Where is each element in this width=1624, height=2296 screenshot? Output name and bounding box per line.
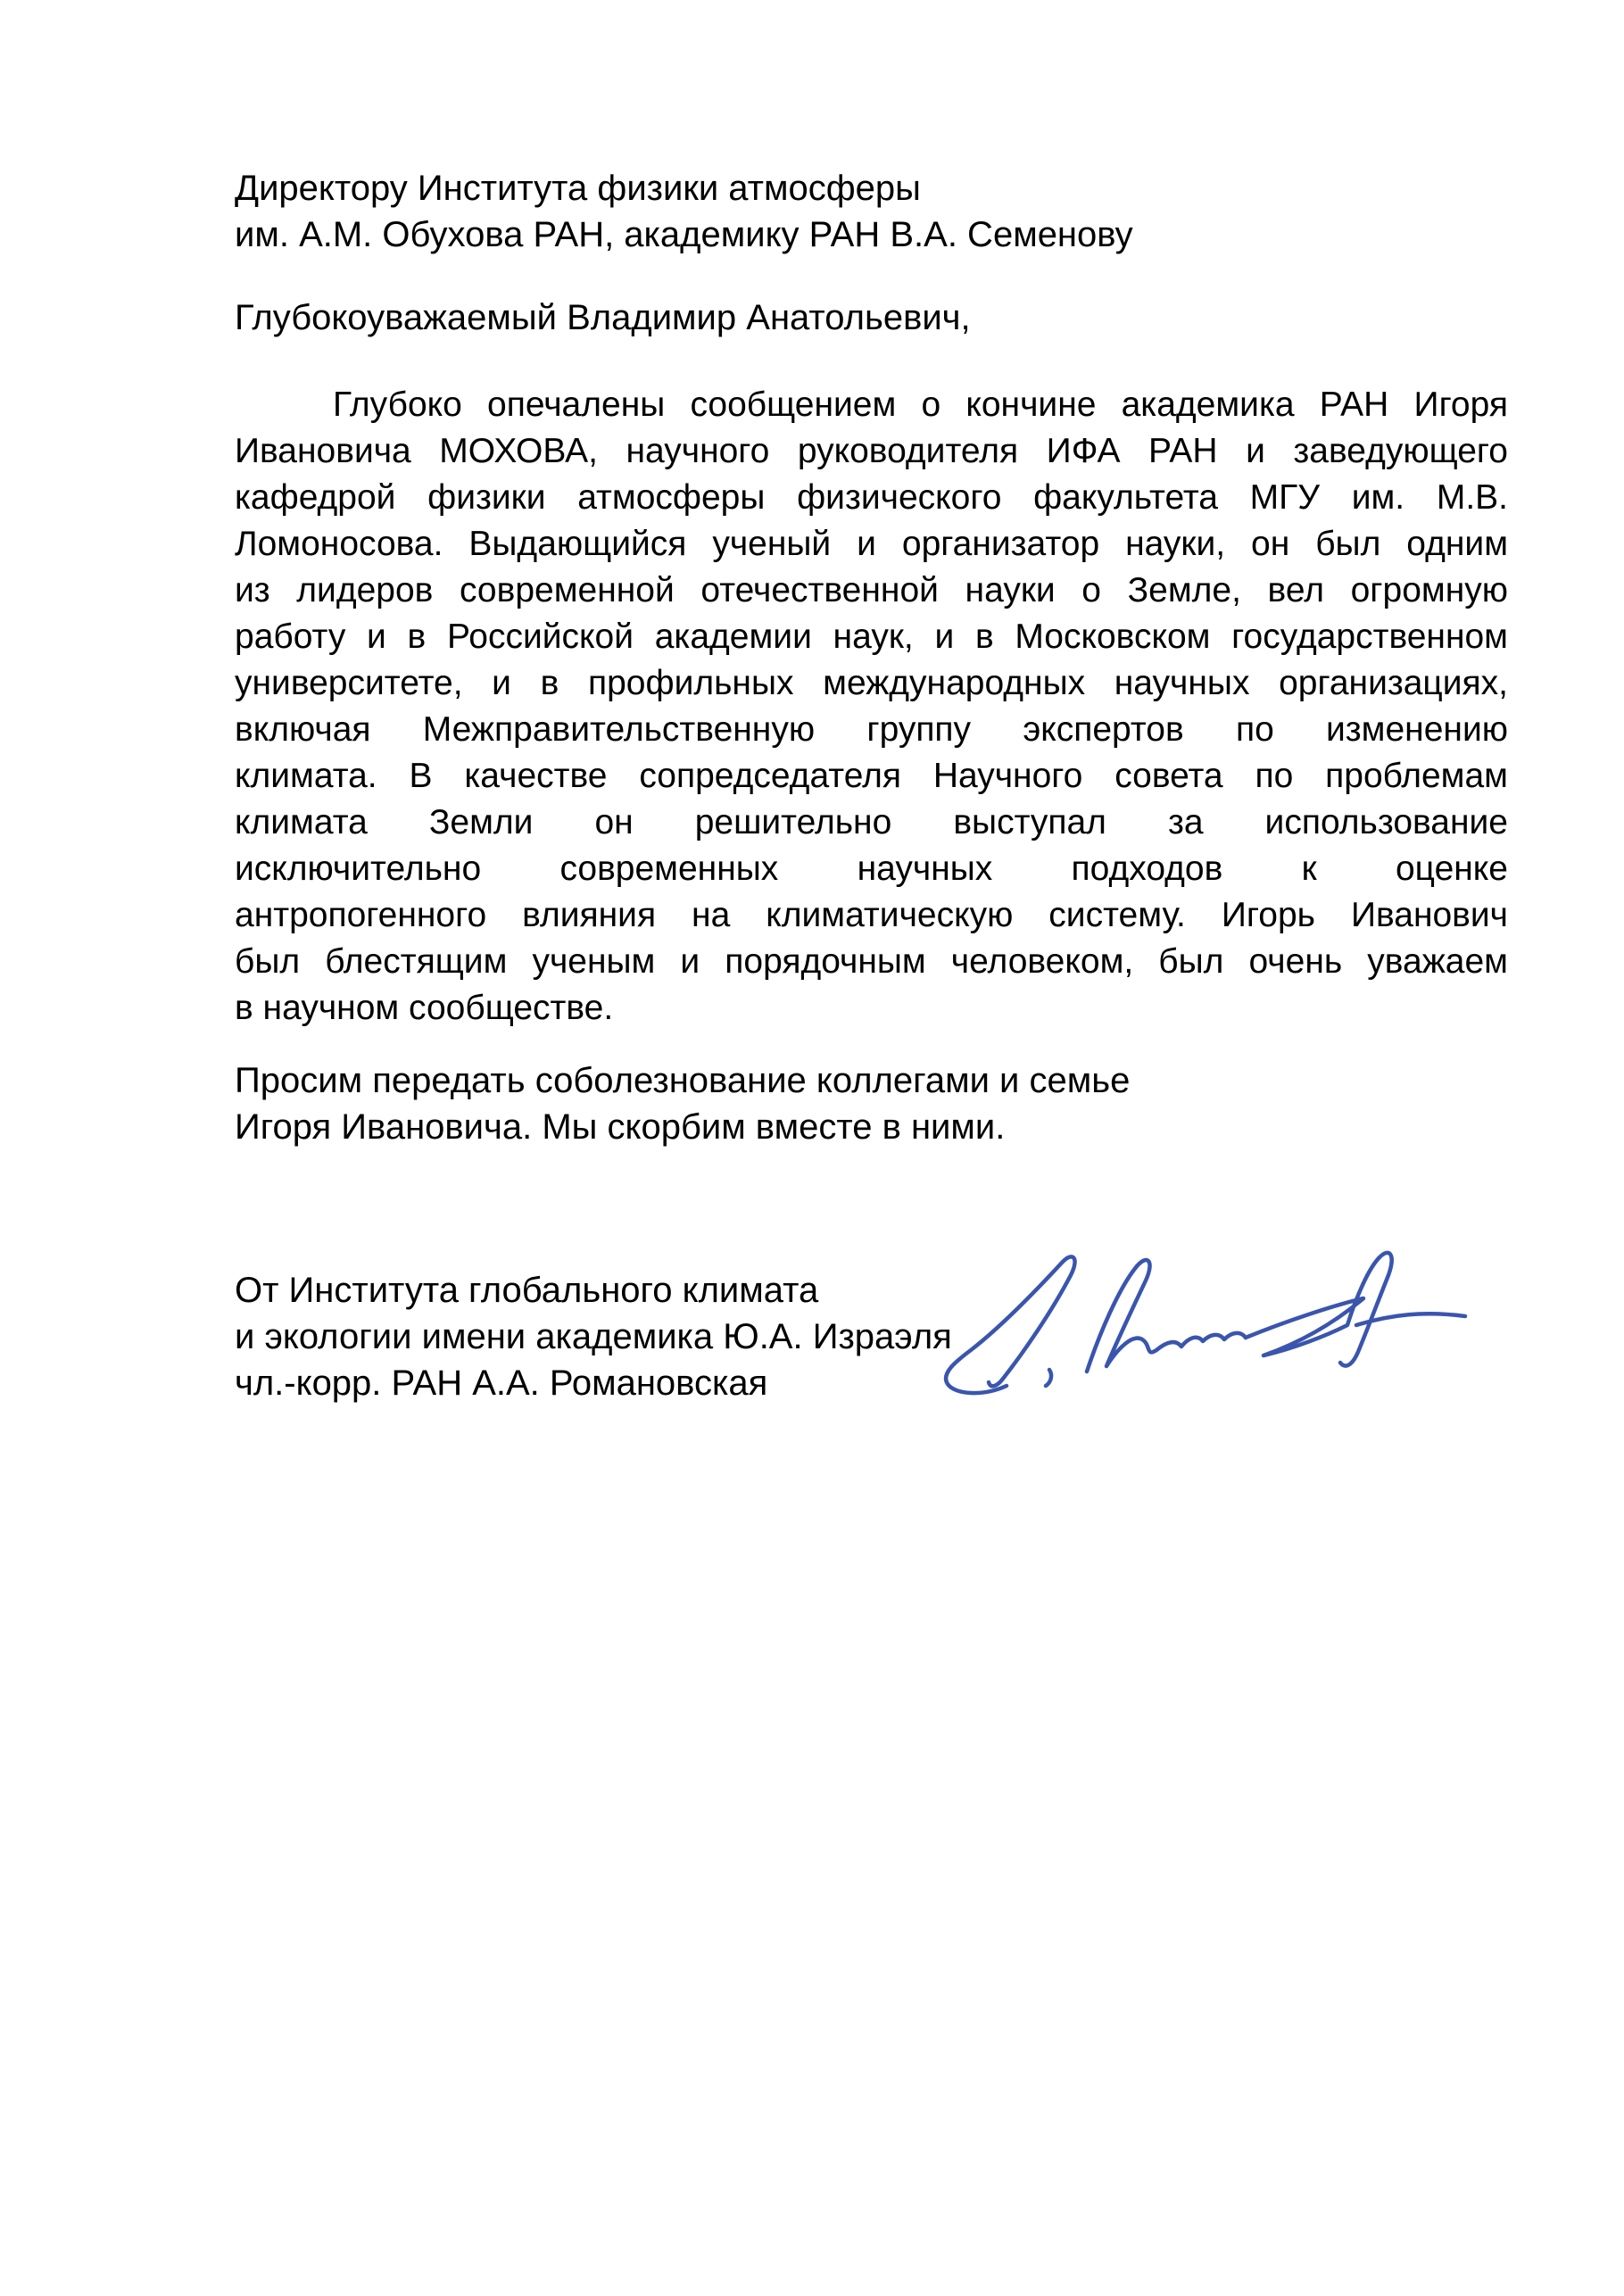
body-line: кафедрой физики атмосферы физического факультета МГУ им. М.В.: [235, 478, 1508, 517]
body-line: Ломоносова. Выдающийся ученый и организатор науки, он был одним: [235, 525, 1508, 563]
body-line: исключительно современных научных подходов к оценке: [235, 850, 1508, 888]
closing-line: Просим передать соболезнование коллегами и семье: [235, 1061, 1131, 1100]
body-line: в научном сообществе.: [235, 989, 614, 1027]
body-line: Глубоко опечалены сообщением о кончине академика РАН Игоря: [333, 385, 1508, 424]
recipient-line: Директору Института физики атмосферы: [235, 169, 921, 208]
body-line: включая Межправительственную группу экспертов по изменению: [235, 710, 1508, 749]
letter-body: [235, 382, 1508, 1032]
body-line: работу и в Российской академии наук, и в Московском государственном: [235, 618, 1508, 656]
salutation-line: Глубокоуважаемый Владимир Анатольевич,: [235, 298, 971, 337]
signoff-block: [235, 1267, 952, 1406]
body-line: был блестящим ученым и порядочным человеком, был очень уважаем: [235, 942, 1508, 981]
recipient-address: [235, 165, 1133, 258]
body-line: из лидеров современной отечественной науки о Земле, вел огромную: [235, 571, 1508, 609]
body-line: антропогенного влияния на климатическую систему. Игорь Иванович: [235, 896, 1508, 934]
closing-paragraph: [235, 1057, 1130, 1150]
signoff-line: и экологии имени академика Ю.А. Израэля: [235, 1317, 952, 1356]
salutation-block: [235, 294, 971, 341]
signature-ink-icon: [937, 1236, 1472, 1397]
closing-line: Игоря Ивановича. Мы скорбим вместе в ними.: [235, 1107, 1006, 1147]
signoff-line: чл.-корр. РАН А.А. Романовская: [235, 1364, 768, 1403]
signoff-line: От Института глобального климата: [235, 1271, 819, 1310]
recipient-line: им. А.М. Обухова РАН, академику РАН В.А. Семенову: [235, 215, 1133, 254]
body-line: Ивановича МОХОВА, научного руководителя ИФА РАН и заведующего: [235, 432, 1508, 470]
handwritten-signature: [937, 1236, 1472, 1397]
body-line: климата. В качестве сопредседателя Научного совета по проблемам: [235, 757, 1508, 795]
body-line: климата Земли он решительно выступал за использование: [235, 803, 1508, 841]
body-line: университете, и в профильных международных научных организациях,: [235, 664, 1508, 702]
